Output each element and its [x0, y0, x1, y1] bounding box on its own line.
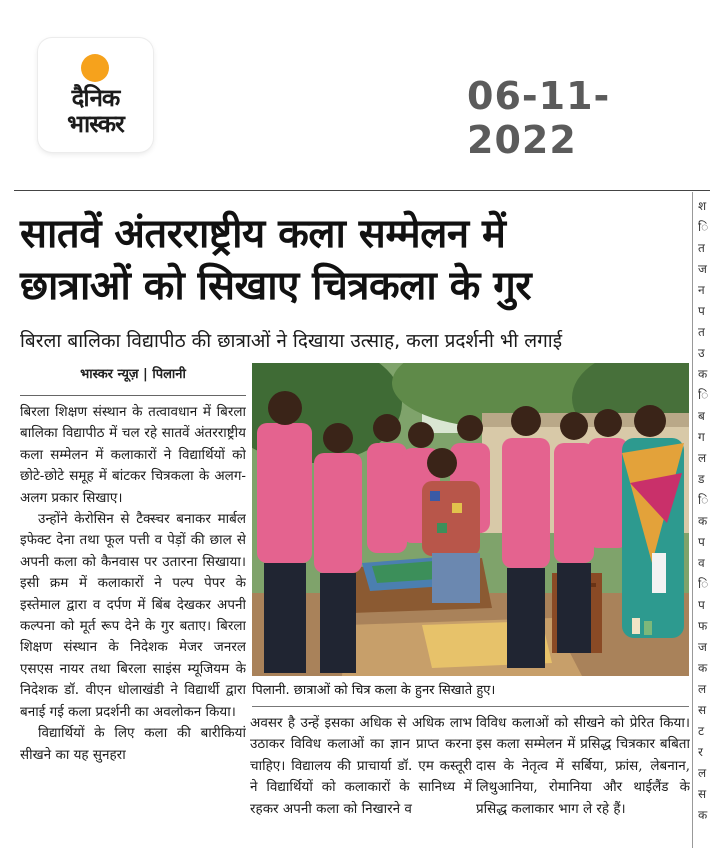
dainik-bhaskar-logo [38, 38, 153, 152]
fragment-char: ि [698, 577, 709, 591]
adjacent-story-fragment [698, 196, 710, 846]
paragraph-2: उन्होंने केरोसिन से टैक्स्चर बनाकर मार्बल इफेक्ट देना तथा फूल पत्ती व पेड़ों की छाल से अपनी कला को कैनवास पर उतारना सिखाया। इसी क्रम में कलाकारों ने पल्प पेपर के इस्तेमाल द्वारा व दर्पण में बिंब देखकर अपनी कल्पना को मूर्त रूप देने के गुर बताए। बिरला शिक्षण संस्थान के निदेशक मेजर जनरल एसएस नायर तथा बिरला साइंस म्यूजियम के निदेशक डॉ. वीएन धोलाखंडी ने विद्यार्थी द्वारा बनाई गई कला प्रदर्शनी का अवलोकन किया। [20, 511, 246, 720]
fragment-char: ज [698, 640, 707, 654]
fragment-char: ल [698, 682, 707, 696]
fragment-char: स [698, 787, 707, 801]
fragment-char: स [698, 703, 707, 717]
sun-icon [81, 54, 109, 82]
fragment-char: ल [698, 451, 707, 465]
classroom-art-photo [252, 363, 689, 676]
article-column-1 [20, 402, 246, 842]
paragraph-1: बिरला शिक्षण संस्थान के तत्वावधान में बिरला बालिका विद्यापीठ में चल रहे सातवें अंतरराष्ट्रीय कला सम्मेलन में कलाकारों ने विद्यार्थियों को छोटे-छोटे समूह में बांटकर चित्रकला के अलग-अलग प्रकार सिखाए। [20, 404, 246, 506]
fragment-char: क [698, 808, 708, 822]
fragment-char: प [698, 304, 705, 318]
fragment-char: क [698, 661, 708, 675]
byline: भास्कर न्यूज़ | पिलानी [80, 367, 186, 382]
subheadline: बिरला बालिका विद्यापीठ की छात्राओं ने दिखाया उत्साह, कला प्रदर्शनी भी लगाई [20, 330, 563, 352]
paragraph-3: विद्यार्थियों के लिए कला की बारीकियां सीखने का यह सुनहरा [20, 725, 246, 763]
fragment-char: ट [698, 724, 705, 738]
fragment-char: ि [698, 493, 709, 507]
fragment-char: न [698, 283, 705, 297]
fragment-char: ब [698, 409, 705, 423]
fragment-char: ल [698, 766, 707, 780]
fragment-char: प [698, 535, 705, 549]
fragment-char: ि [698, 220, 709, 234]
byline-divider [20, 395, 246, 396]
fragment-char: व [698, 556, 705, 570]
logo-text-line1: दैनिक [71, 84, 120, 112]
fragment-char: उ [698, 346, 705, 360]
fragment-char: फ [698, 619, 708, 633]
logo-text-line2: भास्कर [67, 110, 124, 138]
article-photo [252, 363, 689, 676]
headline [20, 208, 690, 312]
fragment-char: त [698, 325, 705, 339]
photo-caption: पिलानी. छात्राओं को चित्र कला के हुनर सिखाते हुए। [252, 683, 496, 698]
fragment-char: क [698, 514, 708, 528]
headline-line1: सातवें अंतरराष्ट्रीय कला सम्मेलन में [20, 211, 506, 257]
article-column-2 [250, 713, 472, 843]
fragment-char: ज [698, 262, 707, 276]
publication-date: 06-11-2022 [467, 74, 611, 162]
fragment-char: त [698, 241, 705, 255]
fragment-char: र [698, 745, 703, 759]
fragment-char: ग [698, 430, 705, 444]
fragment-char: ड [698, 472, 705, 486]
fragment-char: श [698, 199, 707, 213]
fragment-char: प [698, 598, 705, 612]
column-divider-right [692, 192, 693, 848]
caption-divider [252, 706, 689, 707]
article-column-3 [476, 713, 690, 843]
fragment-char: क [698, 367, 708, 381]
column-3-text: विविध कलाओं को सीखने को प्रेरित किया। इस कला सम्मेलन में प्रसिद्ध चित्रकार बबिता दास के नेतृत्व में सर्बिया, फ्रांस, लेबनान, लिथुआनिया, रोमानिया और थाईलैंड के प्रसिद्ध कलाकार भाग ले रहे हैं। [476, 715, 690, 817]
top-divider [14, 190, 710, 191]
fragment-char: ि [698, 388, 709, 402]
headline-line2: छात्राओं को सिखाए चित्रकला के गुर [20, 263, 532, 309]
column-2-text: अवसर है उन्हें इसका अधिक से अधिक लाभ उठाकर विविध कलाओं का ज्ञान प्राप्त करना चाहिए। विद्यालय की प्राचार्या डॉ. एम कस्तूरी ने विद्यार्थियों को कलाकारों के सानिध्य में रहकर अपनी कला को निखारने व [250, 715, 472, 817]
